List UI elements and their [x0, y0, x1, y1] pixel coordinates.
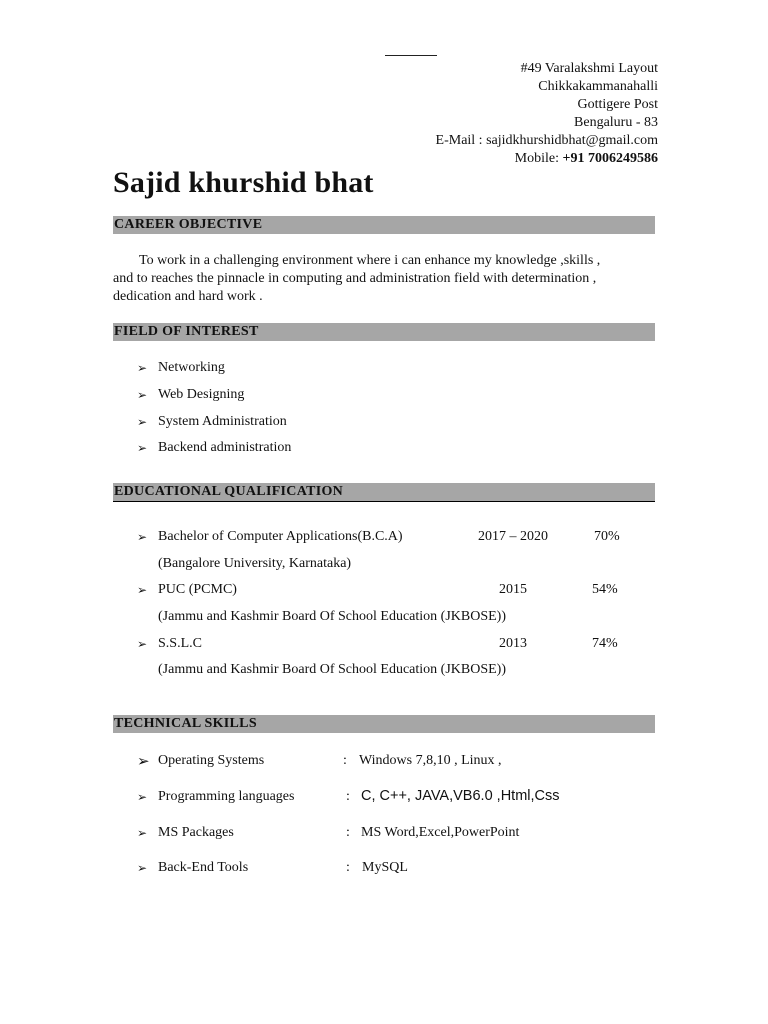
skill-label: MS Packages [158, 825, 234, 840]
section-header-skills [113, 715, 655, 733]
education-score: 74% [592, 636, 618, 651]
address-line: #49 Varalakshmi Layout [520, 61, 658, 76]
interest-item: Web Designing [158, 387, 245, 402]
education-years: 2015 [499, 582, 527, 597]
mobile-label: Mobile: [514, 151, 563, 166]
education-years: 2013 [499, 636, 527, 651]
arrow-bullet-icon: ➢ [137, 754, 150, 770]
education-board: (Bangalore University, Karnataka) [158, 556, 352, 571]
education-years: 2017 – 2020 [478, 529, 548, 544]
section-title: TECHNICAL SKILLS [114, 716, 257, 731]
skill-separator: : [346, 860, 350, 875]
education-title: Bachelor of Computer Applications(B.C.A) [158, 529, 403, 544]
email-line: E-Mail : sajidkhurshidbhat@gmail.com [435, 133, 658, 148]
address-line: Chikkakammanahalli [538, 79, 658, 94]
skill-value: C, C++, JAVA,VB6.0 ,Html,Css [361, 788, 560, 804]
contact-block [436, 60, 658, 168]
arrow-bullet-icon: ➢ [137, 388, 148, 402]
skill-separator: : [343, 753, 347, 768]
skill-label: Operating Systems [158, 753, 265, 768]
arrow-bullet-icon: ➢ [137, 530, 148, 544]
education-title: S.S.L.C [158, 636, 202, 651]
career-objective-text [113, 252, 655, 306]
arrow-bullet-icon: ➢ [137, 637, 148, 651]
address-line: Bengaluru - 83 [574, 115, 658, 130]
address-line: Gottigere Post [577, 97, 658, 112]
arrow-bullet-icon: ➢ [137, 441, 148, 455]
header-rule [385, 55, 437, 56]
section-header-education [113, 483, 655, 502]
education-board: (Jammu and Kashmir Board Of School Education (JKBOSE)) [158, 662, 506, 677]
mobile-number: +91 7006249586 [562, 151, 658, 166]
education-title: PUC (PCMC) [158, 582, 237, 597]
objective-line: and to reaches the pinnacle in computing and administration field with determination , [113, 271, 597, 286]
skill-value: Windows 7,8,10 , Linux , [359, 753, 502, 768]
education-board: (Jammu and Kashmir Board Of School Education (JKBOSE)) [158, 609, 506, 624]
candidate-name: Sajid khurshid bhat [113, 166, 374, 199]
section-title: FIELD OF INTEREST [114, 324, 259, 339]
interest-item: Networking [158, 360, 225, 375]
arrow-bullet-icon: ➢ [137, 415, 148, 429]
skill-label: Back-End Tools [158, 860, 249, 875]
interest-item: Backend administration [158, 440, 292, 455]
skill-value: MySQL [362, 860, 408, 875]
section-header-interest [113, 323, 655, 341]
skill-label: Programming languages [158, 789, 295, 804]
section-title: CAREER OBJECTIVE [114, 217, 263, 232]
objective-line: dedication and hard work . [113, 289, 263, 304]
section-title: EDUCATIONAL QUALIFICATION [114, 484, 344, 499]
skill-value: MS Word,Excel,PowerPoint [361, 825, 520, 840]
section-header-career [113, 216, 655, 234]
interest-item: System Administration [158, 414, 287, 429]
arrow-bullet-icon: ➢ [137, 361, 148, 375]
arrow-bullet-icon: ➢ [137, 583, 148, 597]
mobile-line [436, 150, 658, 168]
objective-line: To work in a challenging environment where i can enhance my knowledge ,skills , [139, 253, 601, 268]
skill-separator: : [346, 789, 350, 804]
arrow-bullet-icon: ➢ [137, 790, 148, 804]
education-score: 70% [594, 529, 620, 544]
education-score: 54% [592, 582, 618, 597]
arrow-bullet-icon: ➢ [137, 861, 148, 875]
arrow-bullet-icon: ➢ [137, 826, 148, 840]
skill-separator: : [346, 825, 350, 840]
